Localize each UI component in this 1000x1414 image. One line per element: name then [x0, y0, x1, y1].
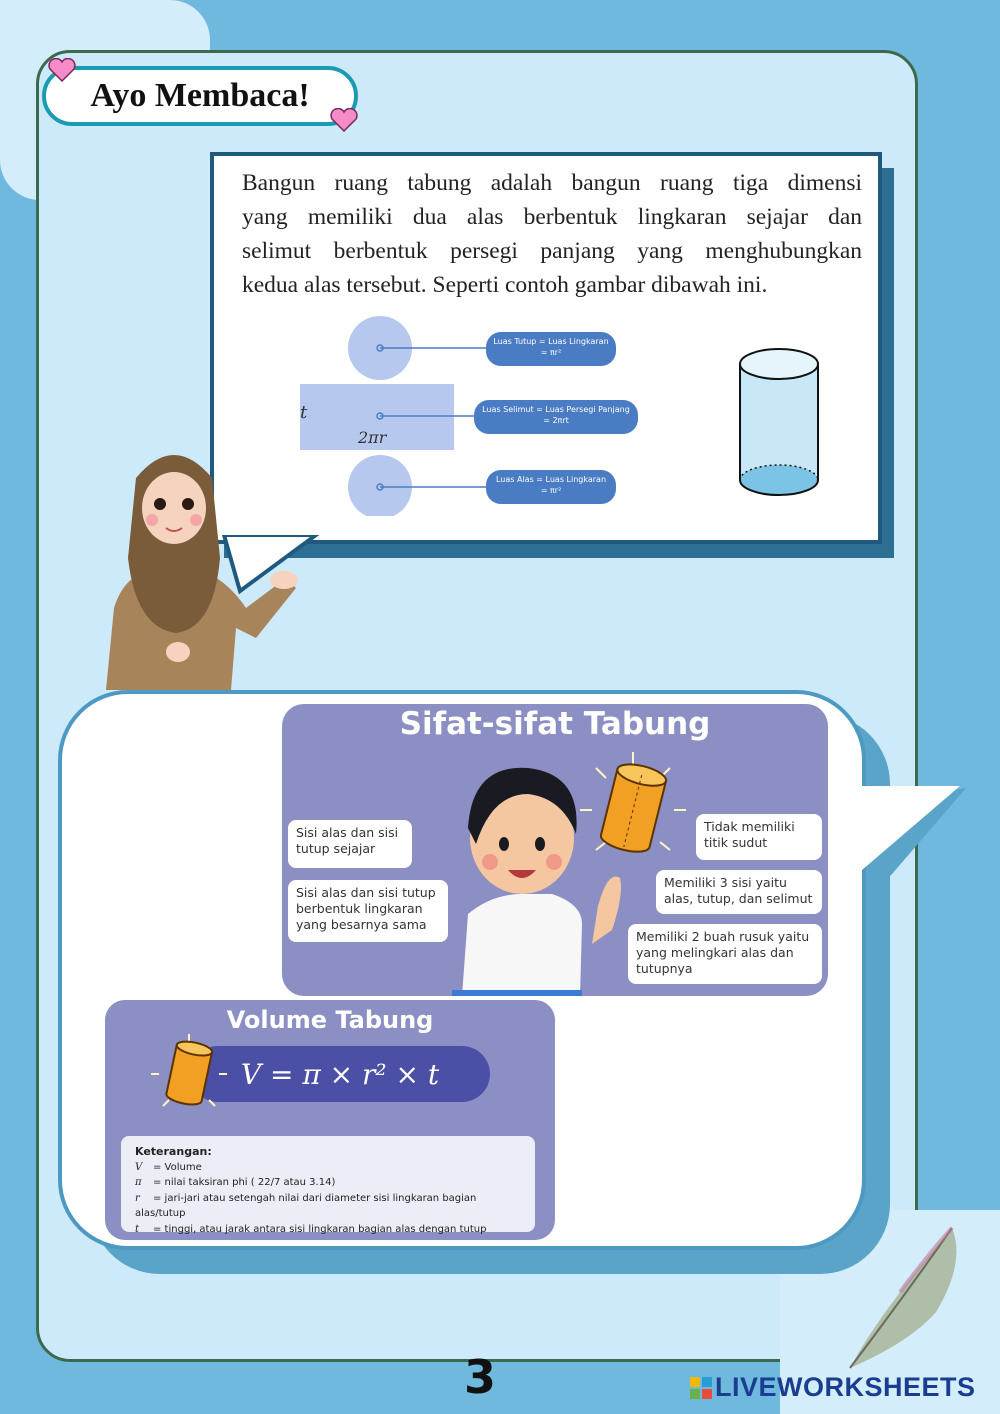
top-area-label: Luas Tutup = Luas Lingkaran = πr²: [486, 332, 616, 366]
volume-title: Volume Tabung: [226, 1006, 434, 1034]
teacher-illustration: [96, 438, 316, 690]
legend-row: V = Volume: [135, 1161, 202, 1173]
reading-paragraph: [242, 166, 862, 302]
volume-tabung-panel: [105, 1000, 555, 1240]
legend-row: π = nilai taksiran phi ( 22/7 atau 3.14): [135, 1177, 336, 1188]
legend-row: r = jari-jari atau setengah nilai dari diameter sisi lingkaran bagian alas/tutup: [135, 1192, 477, 1219]
volume-formula: V = π × r² × t: [240, 1057, 440, 1091]
reading-line: selimut berbentuk persegi panjang yang menghubungkan: [242, 238, 862, 264]
cylinder-icon: [149, 1032, 229, 1116]
brand-name: LIVEWORKSHEETS: [715, 1372, 976, 1402]
big-bubble-tail: [856, 784, 966, 874]
legend-heading: Keterangan:: [135, 1145, 212, 1158]
liveworksheets-icon: [690, 1377, 712, 1399]
volume-formula-pill: [190, 1046, 490, 1102]
sifat-title: Sifat-sifat Tabung: [399, 706, 711, 742]
bottom-area-label: Luas Alas = Luas Lingkaran = πr²: [486, 470, 616, 504]
height-label: t: [300, 402, 308, 423]
middle-area-label: Luas Selimut = Luas Persegi Panjang = 2πrt: [474, 400, 638, 434]
volume-legend: [121, 1136, 535, 1235]
width-label: 2πr: [358, 428, 387, 447]
brand-logo[interactable]: [690, 1372, 976, 1403]
sifat-note: Tidak memiliki titik sudut: [696, 814, 822, 860]
heart-icon: [330, 108, 358, 132]
feather-decoration: [840, 1222, 970, 1372]
reading-line: Bangun ruang tabung adalah bangun ruang tiga dimensi: [242, 170, 862, 196]
bottom-circle: [348, 455, 412, 516]
cylinder-icon: [578, 750, 688, 870]
legend-row: t = tinggi, atau jarak antara sisi lingkaran bagian alas dengan tutup: [135, 1223, 487, 1235]
heart-icon: [48, 58, 76, 82]
sifat-tabung-panel: [282, 704, 828, 996]
sifat-note: Memiliki 2 buah rusuk yaitu yang melingkari alas dan tutupnya: [628, 924, 822, 984]
cylinder-icon: [734, 344, 824, 504]
sifat-note: Memiliki 3 sisi yaitu alas, tutup, dan selimut: [656, 870, 822, 914]
reading-line: yang memiliki dua alas berbentuk lingkaran sejajar dan: [242, 204, 862, 230]
page-number: 3: [463, 1350, 496, 1404]
page-title: Ayo Membaca!: [90, 77, 310, 114]
sifat-note: Sisi alas dan sisi tutup sejajar: [288, 820, 412, 868]
sifat-note: Sisi alas dan sisi tutup berbentuk lingkaran yang besarnya sama: [288, 880, 448, 942]
reading-line: kedua alas tersebut. Seperti contoh gambar dibawah ini.: [242, 272, 768, 298]
page-title-pill: [42, 66, 358, 126]
